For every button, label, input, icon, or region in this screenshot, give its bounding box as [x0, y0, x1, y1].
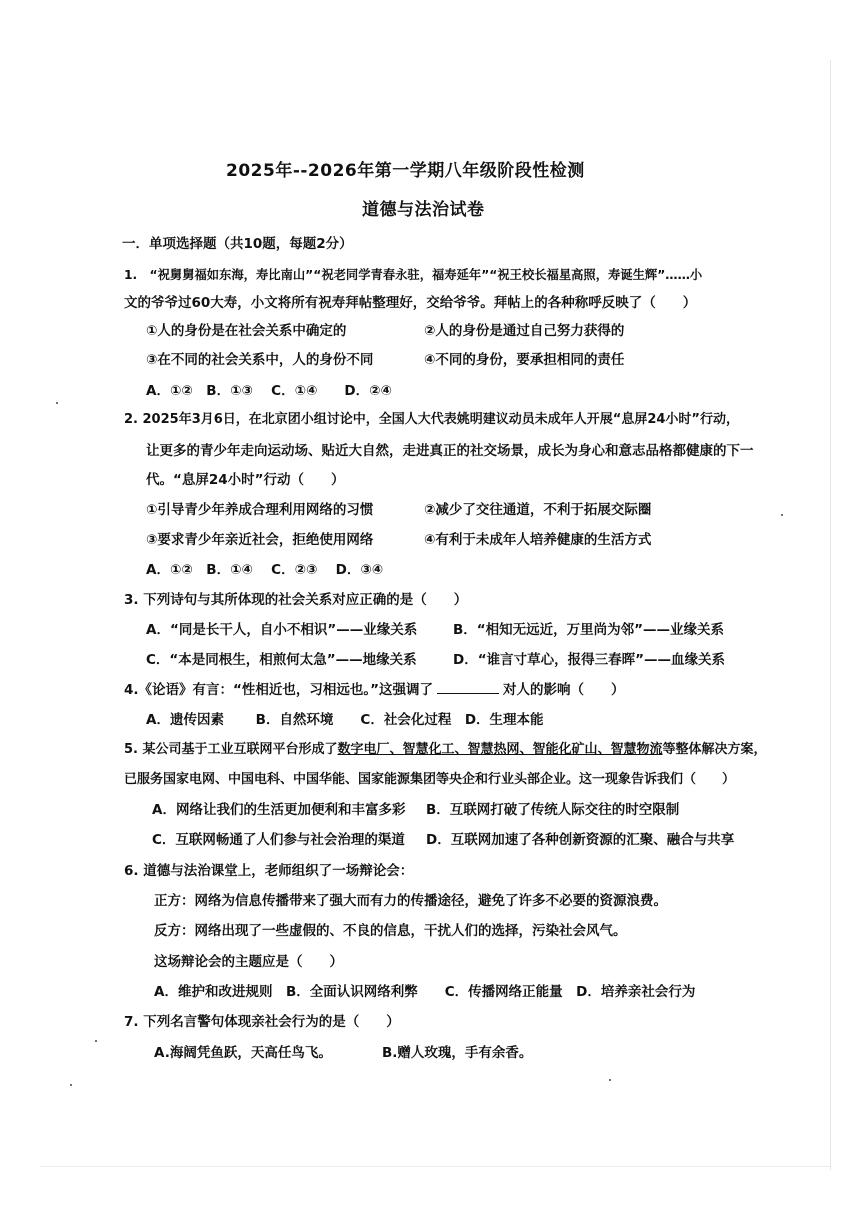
q1-stem-line2: 文的爷爷过60大寿，小文将所有祝寿拜帖整理好，交给爷爷。拜帖上的各种称呼反映了（ ）: [124, 295, 697, 311]
scan-speck: [56, 402, 58, 404]
scan-speck: [781, 514, 783, 516]
q1-stem-line1: 1. “祝舅舅福如东海，寿比南山”“祝老同学青春永驻，福寿延年”“祝王校长福星高照，寿诞生辉”……小: [124, 268, 703, 282]
q7-stem: 7. 下列名言警句体现亲社会行为的是（ ）: [124, 1014, 400, 1030]
q6-stem: 6. 道德与法治课堂上，老师组织了一场辩论会：: [124, 863, 414, 879]
q5-stem-text-end: 等整体解决方案，: [662, 742, 767, 757]
q2-statement-1: ①引导青少年养成合理利用网络的习惯: [146, 502, 374, 518]
q4-stem-text-end: 对人的影响（ ）: [503, 682, 625, 698]
q2-stem-line3: 代。“息屏24小时”行动（ ）: [146, 472, 345, 488]
q1-statement-2: ②人的身份是通过自己努力获得的: [424, 323, 625, 339]
q2-stem-line1: 2. 2025年3月6日，在北京团小组讨论中，全国人大代表姚明建议动员未成年人开展“息屏24小时”行动，: [124, 412, 739, 427]
q1-statement-1: ①人的身份是在社会关系中确定的: [146, 323, 347, 339]
q2-statement-3: ③要求青少年亲近社会，拒绝使用网络: [146, 532, 374, 548]
q2-options: A．①② B．①④ C．②③ D．③④: [146, 562, 384, 578]
q3-option-d: D．“谁言寸草心，报得三春晖”——血缘关系: [453, 652, 725, 668]
q5-option-c: C．互联网畅通了人们参与社会治理的渠道: [152, 832, 405, 848]
q5-stem-line1: [124, 741, 767, 759]
q5-stem-line2: 已服务国家电网、中国电科、中国华能、国家能源集团等央企和行业头部企业。这一现象告诉我们（ ）: [124, 772, 736, 787]
scan-speck: [70, 1084, 72, 1086]
q1-statement-3: ③在不同的社会关系中，人的身份不同: [146, 352, 374, 368]
q6-con-argument: 反方：网络出现了一些虚假的、不良的信息，干扰人们的选择，污染社会风气。: [154, 923, 627, 939]
q7-option-a: A.海阔凭鱼跃，天高任鸟飞。: [154, 1045, 332, 1061]
q5-option-b: B．互联网打破了传统人际交往的时空限制: [426, 802, 680, 818]
q4-stem: [124, 681, 625, 699]
q4-options: A．遗传因素 B．自然环境 C．社会化过程 D．生理本能: [146, 712, 544, 728]
q2-statement-2: ②减少了交往通道，不利于拓展交际圈: [424, 502, 652, 518]
q6-options: A．维护和改进规则 B．全面认识网络利弊 C．传播网络正能量 D．培养亲社会行为: [154, 984, 696, 1000]
q5-stem-text: 5. 某公司基于工业互联网平台形成了: [124, 742, 338, 757]
q3-option-c: C．“本是同根生，相煎何太急”——地缘关系: [146, 652, 417, 668]
answer-blank: [437, 681, 499, 694]
q3-stem: 3. 下列诗句与其所体现的社会关系对应正确的是（ ）: [124, 592, 468, 608]
q4-stem-text: 4.《论语》有言：“性相近也，习相远也。”这强调了: [124, 682, 434, 698]
q6-question: 这场辩论会的主题应是（ ）: [154, 954, 343, 970]
q2-stem-line2: 让更多的青少年走向运动场、贴近大自然，走进真正的社交场景，成长为身心和意志品格都健康的下一: [146, 443, 754, 459]
q3-option-a: A．“同是长干人，自小不相识”——业缘关系: [146, 622, 418, 638]
q2-statement-4: ④有利于未成年人培养健康的生活方式: [424, 532, 652, 548]
q3-option-b: B．“相知无远近，万里尚为邻”——业缘关系: [453, 622, 725, 638]
q1-options: A．①② B．①③ C．①④ D．②④: [146, 383, 392, 399]
page-edge: [830, 60, 831, 1170]
q5-option-a: A．网络让我们的生活更加便利和丰富多彩: [152, 802, 406, 818]
exam-title: 2025年--2026年第一学期八年级阶段性检测: [226, 161, 585, 181]
q7-option-b: B.赠人玫瑰，手有余香。: [382, 1045, 533, 1061]
scan-speck: [609, 1079, 611, 1081]
exam-subtitle: 道德与法治试卷: [362, 200, 485, 220]
q5-underlined-text: 数字电厂、智慧化工、智慧热网、智能化矿山、智慧物流: [337, 742, 663, 757]
q5-option-d: D．互联网加速了各种创新资源的汇聚、融合与共享: [426, 832, 735, 848]
q1-statement-4: ④不同的身份，要承担相同的责任: [424, 352, 625, 368]
section-heading: 一．单项选择题（共10题，每题2分）: [122, 236, 353, 252]
page-edge: [40, 1166, 830, 1167]
scan-speck: [95, 1040, 97, 1042]
q6-pro-argument: 正方：网络为信息传播带来了强大而有力的传播途径，避免了许多不必要的资源浪费。: [154, 893, 667, 909]
